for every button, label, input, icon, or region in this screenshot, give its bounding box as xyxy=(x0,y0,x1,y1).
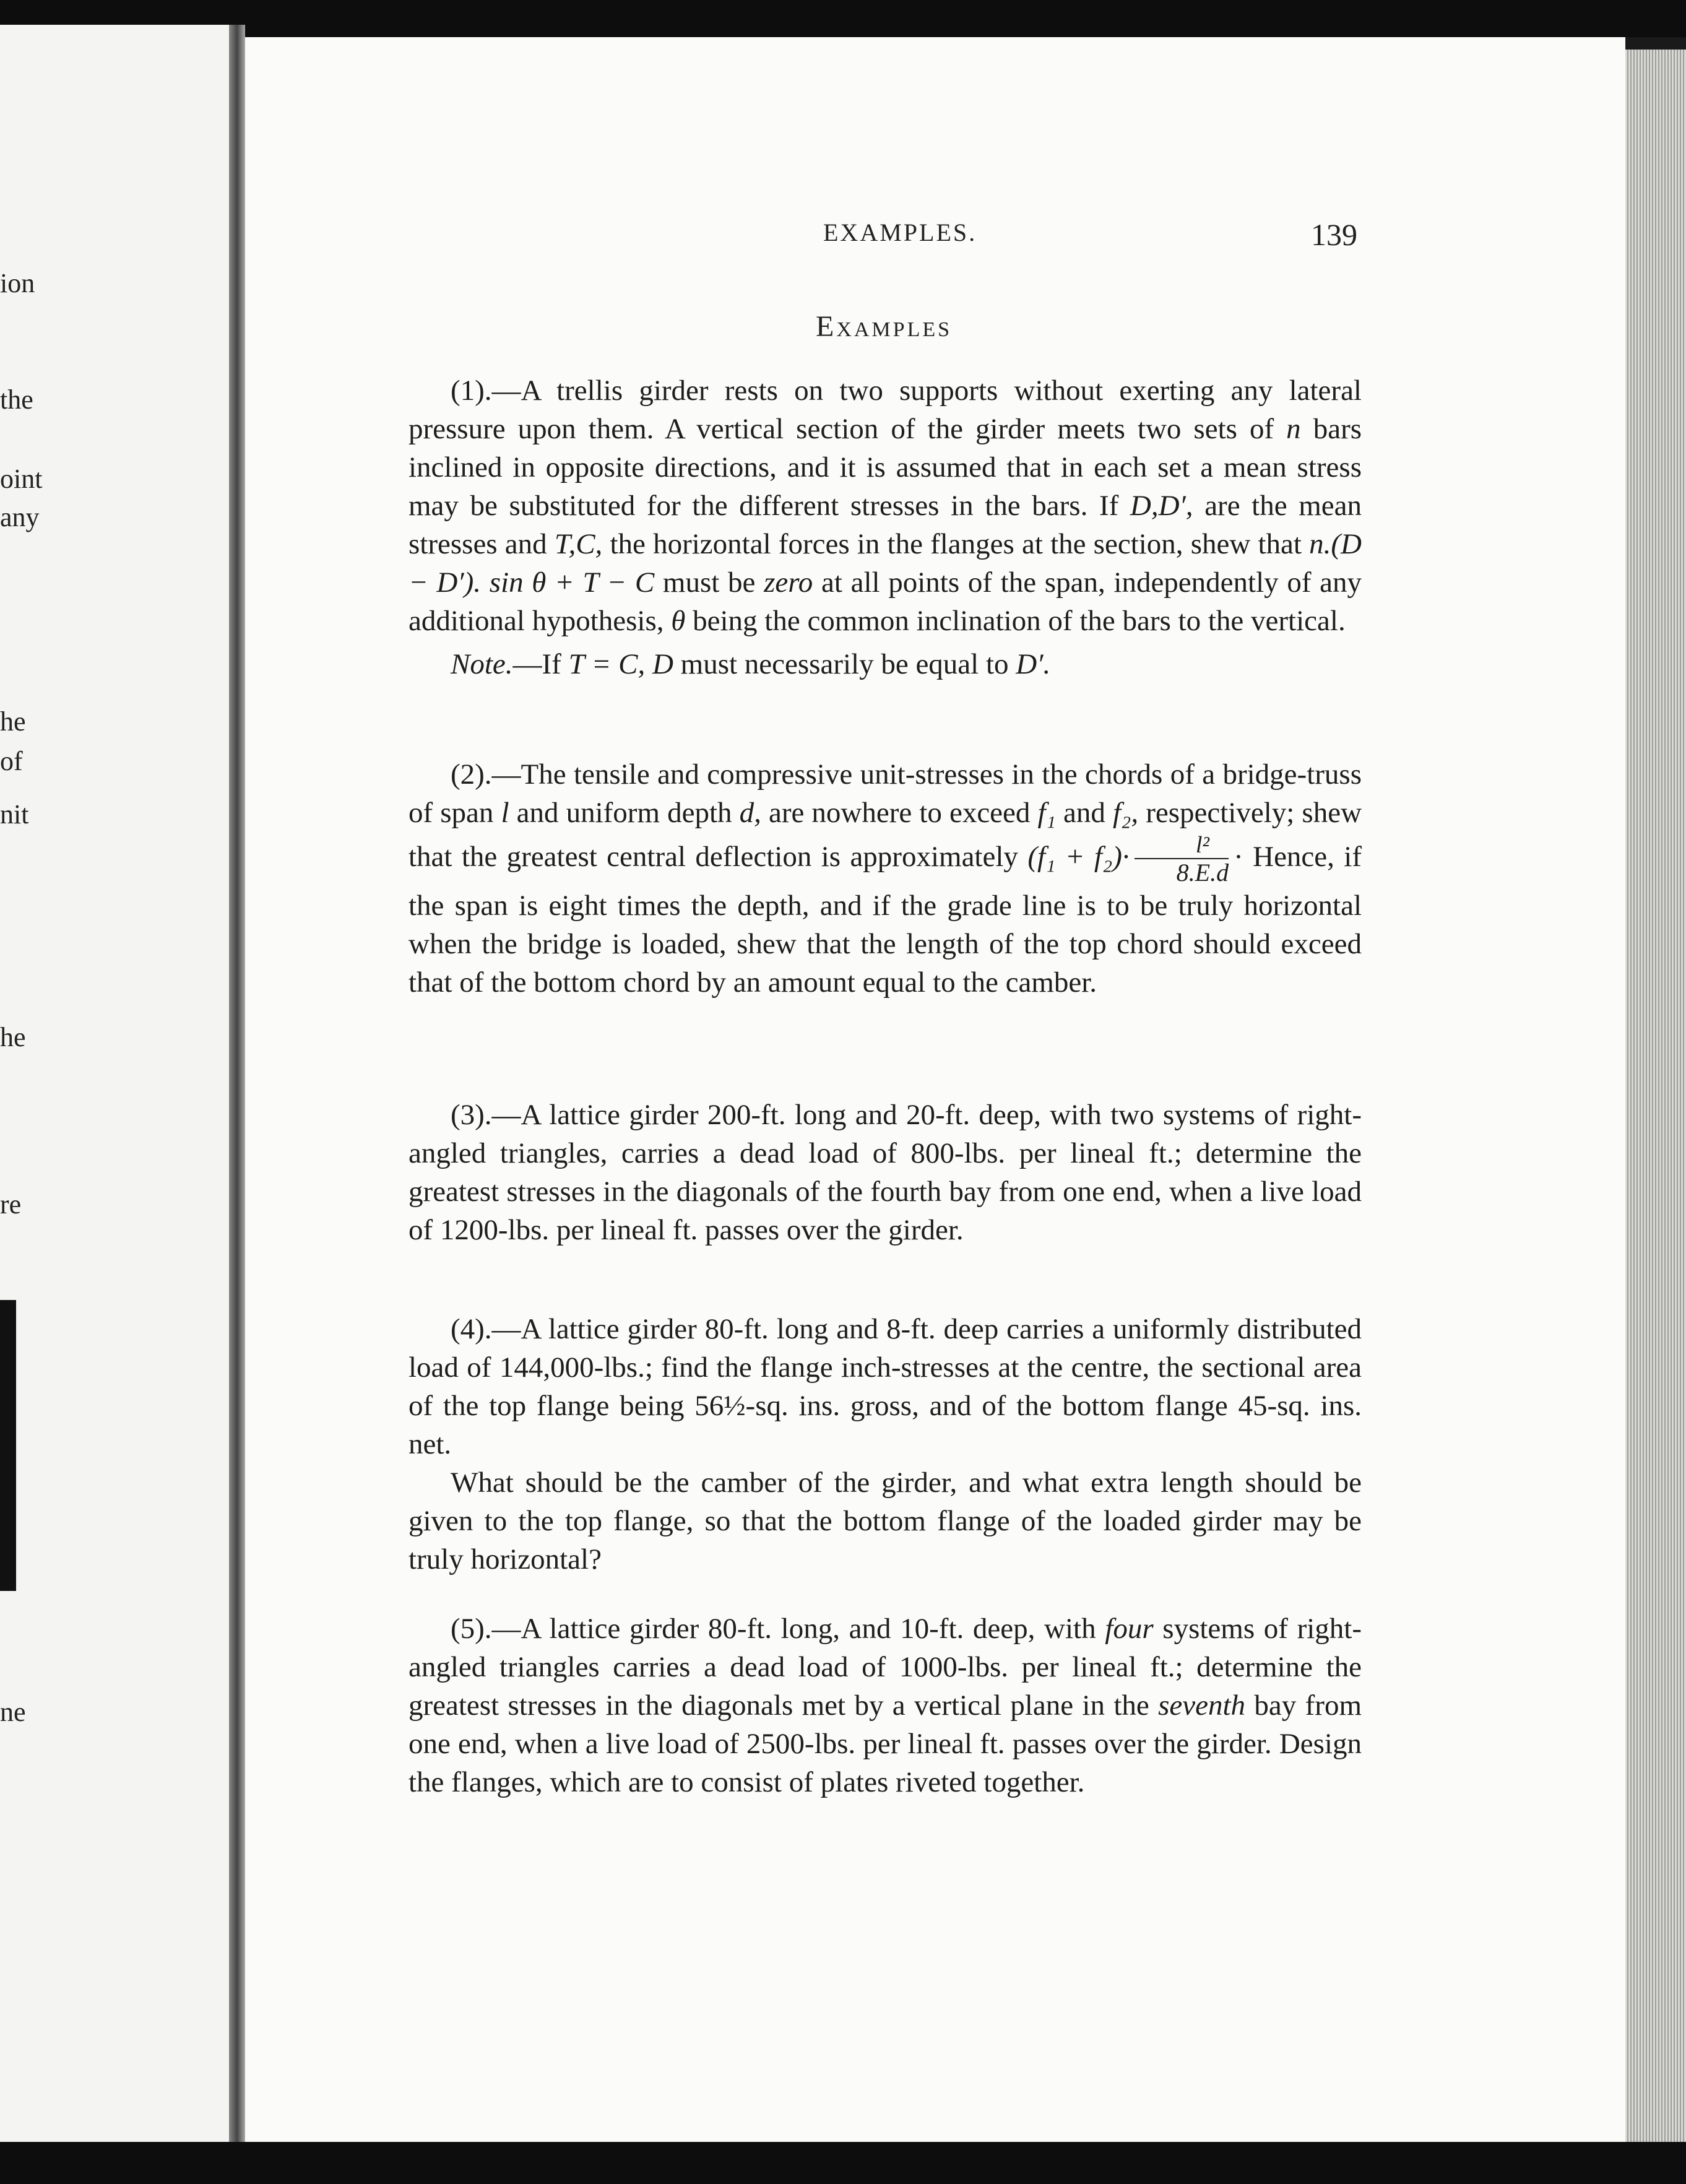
example-4-question: What should be the camber of the girder, and what extra length should be given to the top flange, so that the bottom flange of the loaded girder may be truly horizontal? xyxy=(409,1467,1362,1575)
section-heading: Examples xyxy=(816,310,953,343)
example-1 xyxy=(409,371,1362,683)
example-3 xyxy=(409,1096,1362,1249)
example-4-paragraph: (4).—A lattice girder 80-ft. long and 8-ft. deep carries a uniformly distributed load of 144,000-lbs.; find the flange inch-stresses at the centre, the sectional area of the top flange being 56½-sq. ins. gross, and of the bottom flange 45-sq. ins. net. xyxy=(409,1313,1362,1460)
book-gutter xyxy=(229,25,245,2154)
scan-border-bottom xyxy=(0,2142,1686,2184)
example-2 xyxy=(409,755,1362,1002)
example-5 xyxy=(409,1610,1362,1801)
facing-page-edge xyxy=(0,25,229,2154)
example-5-paragraph: (5).—A lattice girder 80-ft. long, and 10-ft. deep, with four systems of right-angled triangles carries a dead load of 1000-lbs. per lineal ft.; determine the greatest stresses in the diagonals met by a vertical plane in the seventh bay from one end, when a live load of 2500-lbs. per lineal ft. passes over the girder. Design the flanges, which are to consist of plates riveted together. xyxy=(409,1613,1362,1798)
example-1-paragraph: (1).—A trellis girder rests on two supports without exerting any lateral pressure upon them. A vertical section of the girder meets two sets of n bars inclined in opposite directions, and it is assumed that in each set a mean stress may be substituted for the different stresses in the bars. If D,D′, are the mean stresses and T,C, the horizontal forces in the flanges at the section, shew that n.(D − D′). sin θ + T − C must be zero at all points of the span, independently of any additional hypothesis, θ being the common inclination of the bars to the vertical. xyxy=(409,375,1362,637)
facing-page-fragment: nit xyxy=(0,799,29,830)
facing-page-fragment: ne xyxy=(0,1697,26,1727)
facing-page-fragment: any xyxy=(0,502,40,532)
facing-page-fragment: oint xyxy=(0,464,43,494)
facing-page-fragment: the xyxy=(0,384,33,415)
facing-page-fragment: ion xyxy=(0,268,35,298)
facing-page-fragment: of xyxy=(0,746,23,776)
example-3-paragraph: (3).—A lattice girder 200-ft. long and 20-ft. deep, with two systems of right-angled triangles, carries a dead load of 800-lbs. per lineal ft.; determine the greatest stresses in the diagonals of the fourth bay from one end, when a live load of 1200-lbs. per lineal ft. passes over the girder. xyxy=(409,1099,1362,1246)
page-stack-edge xyxy=(1625,50,1686,2142)
running-head: EXAMPLES. xyxy=(823,219,977,246)
scan-border-top xyxy=(0,0,1686,37)
example-2-paragraph: (2).—The tensile and compressive unit-stresses in the chords of a bridge-truss of span l and uniform depth d, are nowhere to exceed f₁ and f₂, respectively; shew that the greatest central deflection is approximately (f₁ + f₂)· $\frac{\text{l²}}{8.E.d}$ · Hence, if the span is eight times the depth, and if the grade line is to be truly horizontal when the bridge is loaded, shew that the length of the top chord should exceed that of the bottom chord by an amount equal to the camber. xyxy=(409,758,1362,999)
example-1-note: Note.—If T = C, D must necessarily be equal to D′. xyxy=(451,648,1051,680)
deflection-formula: (f₁ + f₂)· $\frac{\text{l²}}{8.E.d}$ xyxy=(1027,832,1229,886)
facing-page-fragment: he xyxy=(0,706,26,737)
example-4 xyxy=(409,1310,1362,1579)
facing-page-dark-mark xyxy=(0,1300,16,1591)
facing-page-fragment: he xyxy=(0,1022,26,1052)
page-number: 139 xyxy=(1311,217,1357,252)
facing-page-fragment: re xyxy=(0,1189,22,1220)
book-page xyxy=(245,37,1625,2142)
